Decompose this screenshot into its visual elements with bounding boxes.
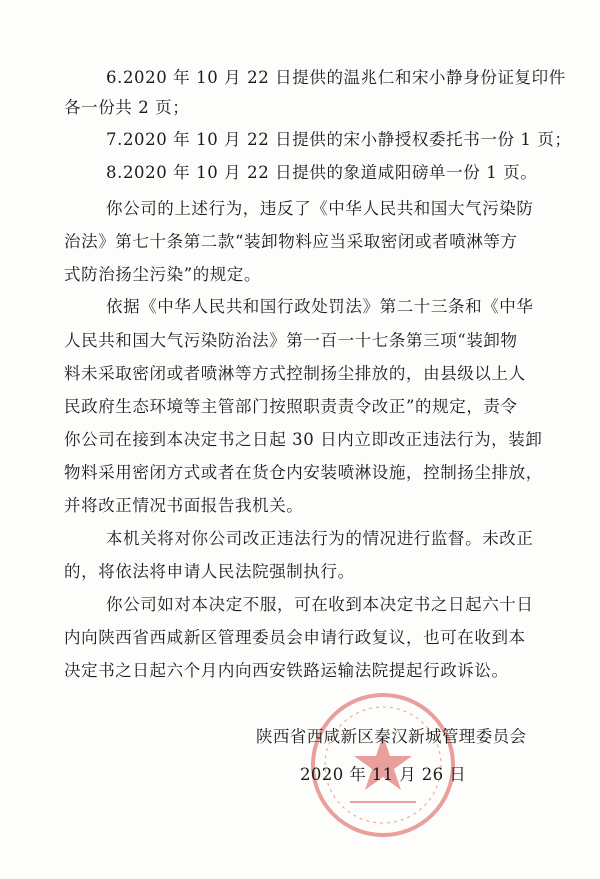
signature-organization: 陕西省西咸新区秦汉新城管理委员会 (256, 727, 527, 746)
text-line: 民政府生态环境等主管部门按照职责责令改正”的规定，责令 (64, 397, 518, 416)
text-line: 物料采用密闭方式或者在货仓内安装喷淋设施，控制扬尘排放， (64, 463, 543, 482)
text-line: 你公司的上述行为，违反了《中华人民共和国大气污染防 (106, 199, 534, 218)
text-line: 8.2020 年 10 月 22 日提供的象道咸阳磅单一份 1 页。 (106, 163, 538, 182)
text-line: 6.2020 年 10 月 22 日提供的温兆仁和宋小静身份证复印件 (106, 68, 566, 87)
text-line: 本机关将对你公司改正违法行为的情况进行监督。未改正 (106, 529, 534, 548)
text-line: 你公司如对本决定不服，可在收到本决定书之日起六十日 (106, 595, 534, 614)
text-line: 依据《中华人民共和国行政处罚法》第二十三条和《中华 (106, 297, 534, 316)
signature-date: 2020 年 11 月 26 日 (300, 765, 467, 784)
text-line: 人民共和国大气污染防治法》第一百一十七条第三项“装卸物 (64, 331, 518, 350)
text-line: 7.2020 年 10 月 22 日提供的宋小静授权委托书一份 1 页； (106, 130, 572, 149)
text-line: 治法》第七十条第二款“装卸物料应当采取密闭或者喷淋等方 (64, 232, 518, 251)
text-line: 的，将依法将申请人民法院强制执行。 (64, 562, 355, 581)
text-line: 各一份共 2 页； (64, 98, 190, 117)
text-line: 内向陕西省西咸新区管理委员会申请行政复议，也可在收到本 (64, 628, 526, 647)
text-line: 式防治扬尘污染”的规定。 (64, 265, 262, 284)
text-line: 料未采取密闭或者喷淋等方式控制扬尘排放的，由县级以上人 (64, 364, 526, 383)
text-line: 并将改正情况书面报告我机关。 (64, 496, 304, 515)
text-line: 决定书之日起六个月内向西安铁路运输法院提起行政诉讼。 (64, 661, 509, 680)
text-line: 你公司在接到本决定书之日起 30 日内立即改正违法行为，装卸 (64, 430, 543, 449)
